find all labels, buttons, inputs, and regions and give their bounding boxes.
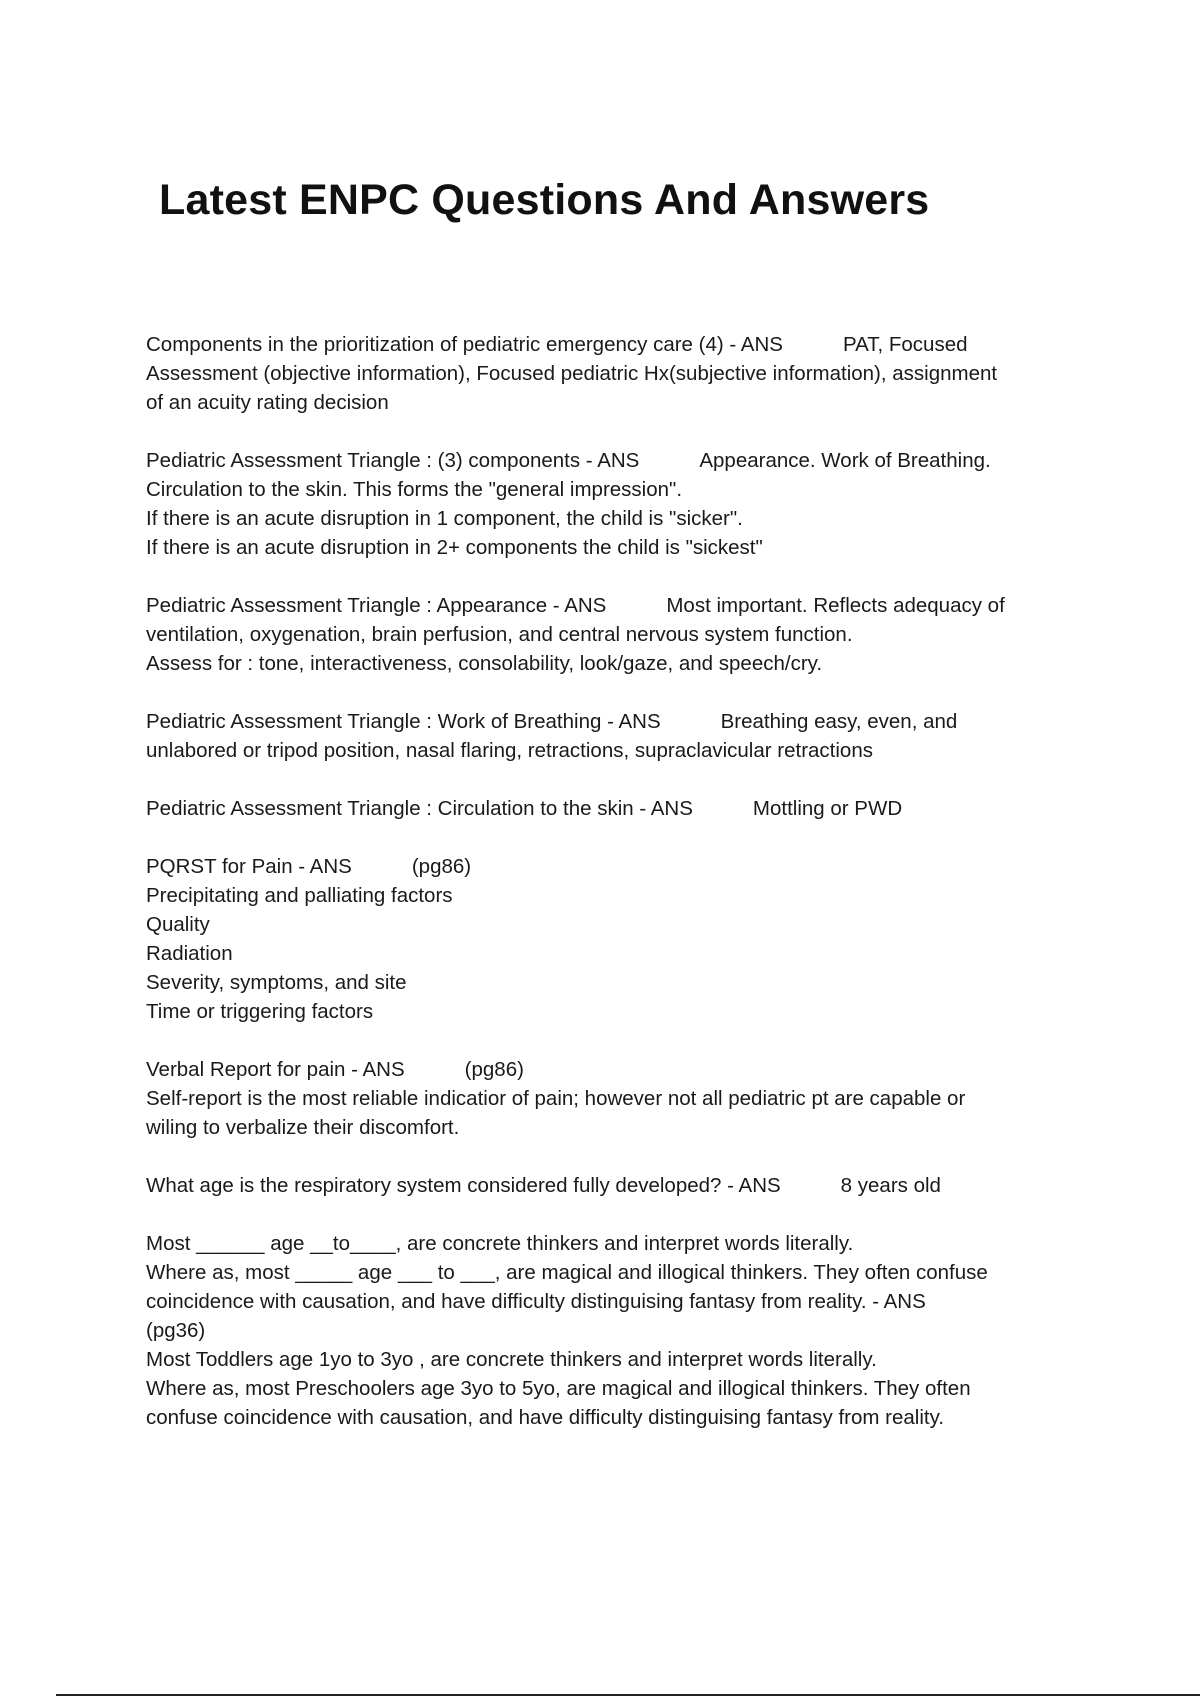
answer-line: Quality [146,913,210,936]
answer-text: Most important. Reflects adequacy of [666,594,1005,617]
qa-item [146,1229,1086,1432]
answer-text: Mottling or PWD [752,797,903,820]
question-text: Pediatric Assessment Triangle : (3) components - ANS [146,449,640,472]
answer-line: Radiation [146,942,233,965]
answer-line: Circulation to the skin. This forms the "general impression". [146,478,683,501]
answer-text: Breathing easy, even, and [720,710,958,733]
qa-first-line [146,1171,1086,1200]
question-text: Most ______ age __to____, are concrete thinkers and interpret words literally. [146,1232,854,1255]
answer-line: Assessment (objective information), Focused pediatric Hx(subjective information), assignment [146,362,998,385]
answer-text: (pg86) [464,1058,524,1081]
answer-line: Where as, most Preschoolers age 3yo to 5yo, are magical and illogical thinkers. They often [146,1377,971,1400]
footer-divider [56,1694,1200,1696]
question-text: Pediatric Assessment Triangle : Circulation to the skin - ANS [146,797,693,820]
answer-line: Time or triggering factors [146,1000,374,1023]
qa-item [146,794,1086,823]
answer-line: unlabored or tripod position, nasal flaring, retractions, supraclavicular retractions [146,739,873,762]
qa-first-line [146,591,1086,620]
qa-first-line [146,794,1086,823]
answer-line: (pg36) [146,1319,206,1342]
answer-line: Where as, most _____ age ___ to ___, are magical and illogical thinkers. They often confuse [146,1261,988,1284]
qa-item [146,1055,1086,1142]
answer-line: of an acuity rating decision [146,391,389,414]
qa-first-line [146,446,1086,475]
qa-first-line [146,1229,1086,1258]
answer-line: Precipitating and palliating factors [146,884,453,907]
document-title: Latest ENPC Questions And Answers [159,176,930,224]
qa-first-line [146,330,1086,359]
question-text: Pediatric Assessment Triangle : Appearance - ANS [146,594,607,617]
answer-text: Appearance. Work of Breathing. [699,449,991,472]
question-text: Verbal Report for pain - ANS [146,1058,405,1081]
answer-line: Most Toddlers age 1yo to 3yo , are concrete thinkers and interpret words literally. [146,1348,877,1371]
answer-text: (pg86) [411,855,472,878]
qa-item [146,707,1086,765]
answer-line: Severity, symptoms, and site [146,971,407,994]
qa-first-line [146,852,1086,881]
qa-item [146,852,1086,1026]
answer-line: confuse coincidence with causation, and have difficulty distinguising fantasy from reality. [146,1406,945,1429]
question-text: What age is the respiratory system considered fully developed? - ANS [146,1174,781,1197]
answer-text: 8 years old [840,1174,941,1197]
question-text: Components in the prioritization of pediatric emergency care (4) - ANS [146,333,783,356]
answer-line: ventilation, oxygenation, brain perfusion, and central nervous system function. [146,623,853,646]
answer-line: wiling to verbalize their discomfort. [146,1116,460,1139]
qa-list [146,330,1086,1461]
qa-item [146,330,1086,417]
qa-first-line [146,1055,1086,1084]
qa-item [146,446,1086,562]
qa-item [146,1171,1086,1200]
answer-line: Self-report is the most reliable indicatior of pain; however not all pediatric pt are capable or [146,1087,966,1110]
question-text: PQRST for Pain - ANS [146,855,352,878]
qa-item [146,591,1086,678]
answer-line: Assess for : tone, interactiveness, consolability, look/gaze, and speech/cry. [146,652,823,675]
answer-text: PAT, Focused [842,333,968,356]
answer-line: If there is an acute disruption in 1 component, the child is "sicker". [146,507,743,530]
answer-line: coincidence with causation, and have difficulty distinguising fantasy from reality. - ANS [146,1290,926,1313]
answer-line: If there is an acute disruption in 2+ components the child is "sickest" [146,536,763,559]
qa-first-line [146,707,1086,736]
question-text: Pediatric Assessment Triangle : Work of Breathing - ANS [146,710,661,733]
